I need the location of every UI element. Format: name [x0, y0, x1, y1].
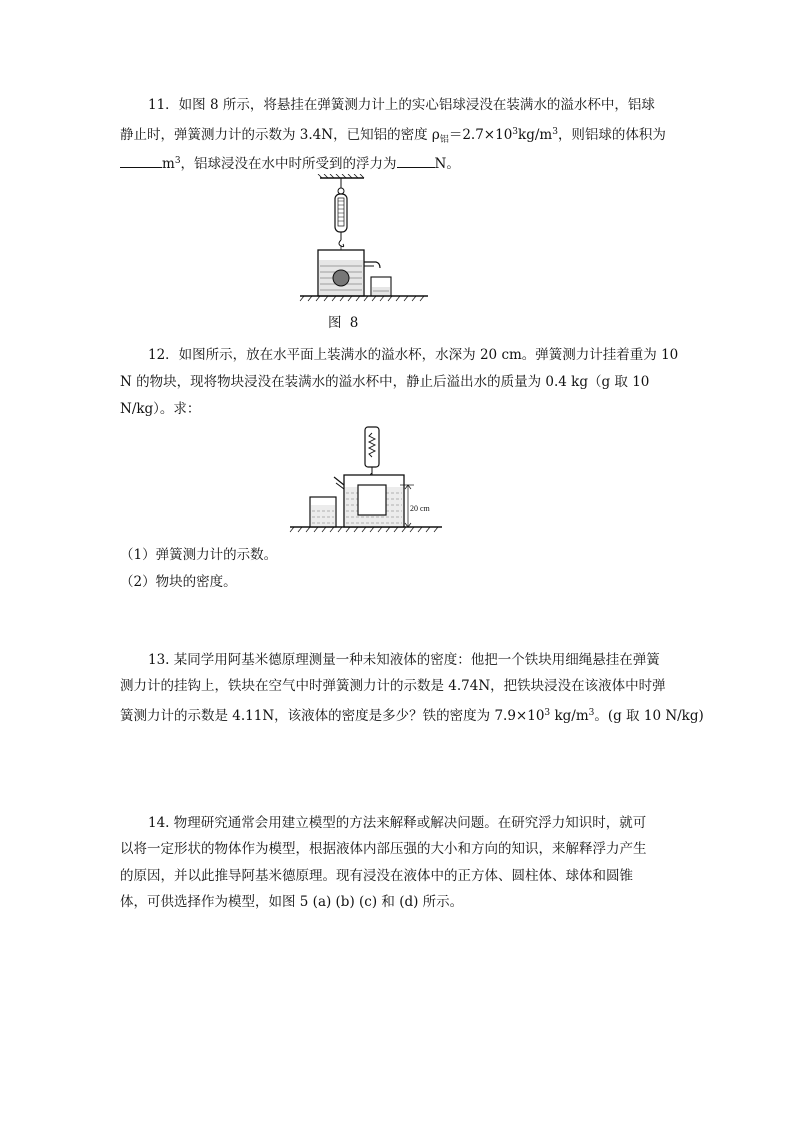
q14-line4: 体，可供选择作为模型，如图 5 (a) (b) (c) 和 (d) 所示。: [120, 894, 464, 910]
q11-buoyancy-unit: N。: [434, 156, 460, 172]
q12-line2: N 的物块，现将物块浸没在装满水的溢水杯中，静止后溢出水的质量为 0.4 kg（g 取 10: [120, 374, 650, 390]
q12-line1: 12．如图所示，放在水平面上装满水的溢水杯，水深为 20 cm。弹簧测力计挂着重为 10: [148, 347, 679, 363]
q11-line2-end: ，则铝球的体积为: [557, 127, 666, 143]
q13-line3-text: 簧测力计的示数是 4.11N，该液体的密度是多少？铁的密度为 7.9×10: [120, 708, 545, 724]
q11-unit-exponent: 3: [552, 127, 558, 137]
q14-line1: 14. 物理研究通常会用建立模型的方法来解释或解决问题。在研究浮力知识时，就可: [148, 815, 647, 831]
q11-line3: [120, 151, 460, 174]
q11-volume-exponent: 3: [174, 156, 181, 166]
q12-line3: N/kg）。求：: [120, 401, 201, 417]
question-12-diagram: [288, 425, 444, 535]
q13-line2: 测力计的挂钩上，铁块在空气中时弹簧测力计的示数是 4.74N，把铁块浸没在该液体中时弹: [120, 678, 666, 694]
q13-exponent: 3: [544, 708, 551, 718]
q11-volume-unit: m: [162, 156, 175, 172]
q12-sub2: （2）物块的密度。: [120, 574, 237, 590]
q11-subscript: 铝: [439, 135, 449, 145]
q12-sub1: （1）弹簧测力计的示数。: [120, 547, 278, 563]
q11-line2: [120, 122, 666, 150]
q14-line3: 的原因，并以此推导阿基米德原理。现有浸没在液体中的正方体、圆柱体、球体和圆锥: [120, 868, 633, 884]
depth-label: 20 cm: [410, 504, 430, 513]
q11-buoyancy-blank[interactable]: [397, 153, 435, 168]
q11-density-value: ＝2.7×10: [448, 127, 513, 143]
q13-unit: kg/m: [550, 708, 589, 724]
q11-volume-blank[interactable]: [120, 153, 162, 168]
q11-exponent: 3: [512, 127, 519, 137]
figure-8-caption: 图 8: [328, 315, 361, 331]
q13-line3: [120, 703, 704, 726]
q11-line2-text: 静止时，弹簧测力计的示数为 3.4N，已知铝的密度 ρ: [120, 127, 440, 143]
q13-unit-exponent: 3: [588, 708, 595, 718]
q13-line1: 13. 某同学用阿基米德原理测量一种未知液体的密度：他把一个铁块用细绳悬挂在弹簧: [148, 652, 660, 668]
q11-density-unit: kg/m: [518, 127, 553, 143]
q13-line3-end: 。(g 取 10 N/kg): [594, 708, 704, 724]
q14-line2: 以将一定形状的物体作为模型，根据液体内部压强的大小和方向的知识，来解释浮力产生: [120, 841, 647, 857]
q11-line1: 11．如图 8 所示，将悬挂在弹簧测力计上的实心铝球浸没在装满水的溢水杯中，铝球: [148, 97, 655, 113]
q11-line3-text: ，铝球浸没在水中时所受到的浮力为: [180, 156, 397, 172]
figure-8-diagram: [296, 174, 432, 306]
